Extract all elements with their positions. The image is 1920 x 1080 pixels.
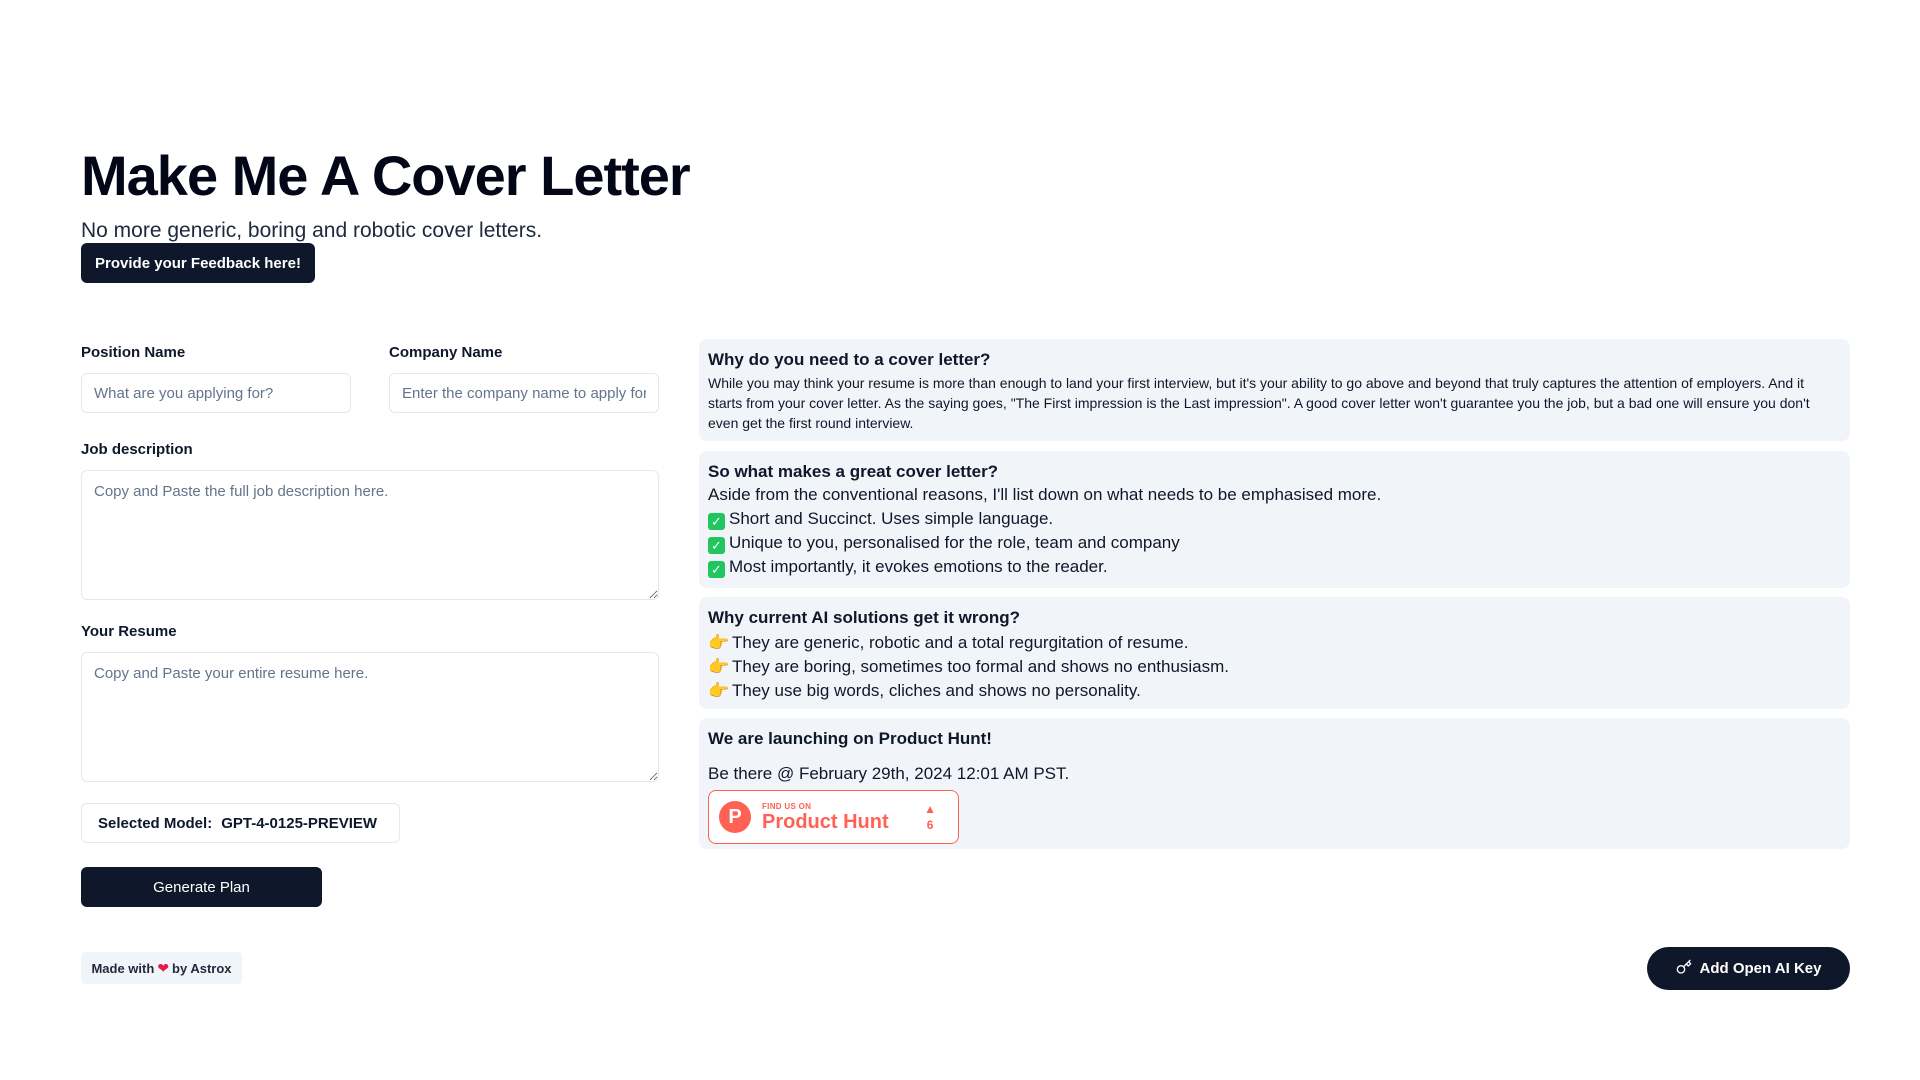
check-mark-button-icon: ✓ <box>708 561 725 578</box>
product-hunt-launch-card <box>699 718 1850 849</box>
hero <box>81 140 690 244</box>
resume-textarea[interactable] <box>81 652 659 782</box>
ai-solutions-wrong-card <box>699 597 1850 709</box>
selected-model-value: GPT-4-0125-PREVIEW <box>221 814 378 832</box>
product-hunt-votes <box>924 801 936 833</box>
product-hunt-launch-title: We are launching on Product Hunt! <box>708 729 992 748</box>
list-item <box>708 507 1841 531</box>
job-description-textarea[interactable] <box>81 470 659 600</box>
backhand-index-pointing-right-icon: 👉 <box>708 657 730 676</box>
backhand-index-pointing-right-icon: 👉 <box>708 633 730 652</box>
made-with-badge[interactable] <box>81 952 242 984</box>
page-subtitle: No more generic, boring and robotic cover letters. <box>81 219 543 242</box>
selected-model-box[interactable] <box>81 803 400 843</box>
list-item <box>708 655 1841 679</box>
product-hunt-name: Product Hunt <box>762 810 889 833</box>
product-hunt-logo-icon: P <box>719 801 751 833</box>
list-item <box>708 631 1841 655</box>
great-cover-letter-intro: Aside from the conventional reasons, I'll list down on what needs to be emphasised more. <box>708 485 1382 504</box>
why-cover-letter-body: While you may think your resume is more than enough to land your first interview, but it's your ability to go above and beyond that truly captures the attention of employers. And it starts from your cover letter. As the saying goes, "The First impression is the Last impression". A good cover letter won't guarantee you the job, but a bad one will ensure you don't even get the first round interview. <box>708 375 1810 431</box>
position-label: Position Name <box>81 344 186 361</box>
list-item <box>708 531 1841 555</box>
feedback-button[interactable]: Provide your Feedback here! <box>81 243 315 283</box>
page-title: Make Me A Cover Letter <box>81 144 690 207</box>
list-item <box>708 555 1841 579</box>
add-openai-key-button[interactable] <box>1647 947 1850 990</box>
list-item-text: They are generic, robotic and a total regurgitation of resume. <box>732 633 1189 652</box>
made-with-prefix: Made with <box>91 960 155 976</box>
list-item-text: They are boring, sometimes too formal and shows no enthusiasm. <box>732 657 1230 676</box>
product-hunt-badge[interactable] <box>708 790 959 844</box>
company-label: Company Name <box>389 344 503 361</box>
why-cover-letter-card <box>699 339 1850 441</box>
product-hunt-badge-text <box>762 802 889 833</box>
list-item <box>708 679 1841 703</box>
key-icon <box>1676 959 1692 979</box>
ai-solutions-wrong-title: Why current AI solutions get it wrong? <box>708 608 1020 627</box>
great-cover-letter-title: So what makes a great cover letter? <box>708 462 999 481</box>
list-item-text: Unique to you, personalised for the role, team and company <box>729 533 1180 552</box>
backhand-index-pointing-right-icon: 👉 <box>708 681 730 700</box>
position-input[interactable] <box>81 373 351 413</box>
why-cover-letter-title: Why do you need to a cover letter? <box>708 350 991 369</box>
generate-plan-button[interactable]: Generate Plan <box>81 867 322 907</box>
list-item-text: Short and Succinct. Uses simple language. <box>729 509 1054 528</box>
product-hunt-launch-date: Be there @ February 29th, 2024 12:01 AM PST. <box>708 764 1070 783</box>
selected-model-label: Selected Model: <box>98 814 213 832</box>
product-hunt-find-us: FIND US ON <box>762 801 812 811</box>
check-mark-button-icon: ✓ <box>708 513 725 530</box>
product-hunt-vote-count: 6 <box>926 818 934 832</box>
list-item-text: Most importantly, it evokes emotions to the reader. <box>729 557 1108 576</box>
check-mark-button-icon: ✓ <box>708 537 725 554</box>
red-heart-icon: ❤ <box>157 959 170 976</box>
list-item-text: They use big words, cliches and shows no personality. <box>732 681 1141 700</box>
add-openai-key-label: Add Open AI Key <box>1699 960 1822 977</box>
resume-label: Your Resume <box>81 623 177 640</box>
great-cover-letter-card <box>699 451 1850 588</box>
made-with-suffix: by Astrox <box>172 960 232 976</box>
job-description-label: Job description <box>81 441 193 458</box>
company-input[interactable] <box>389 373 659 413</box>
upvote-triangle-icon: ▲ <box>924 802 936 816</box>
